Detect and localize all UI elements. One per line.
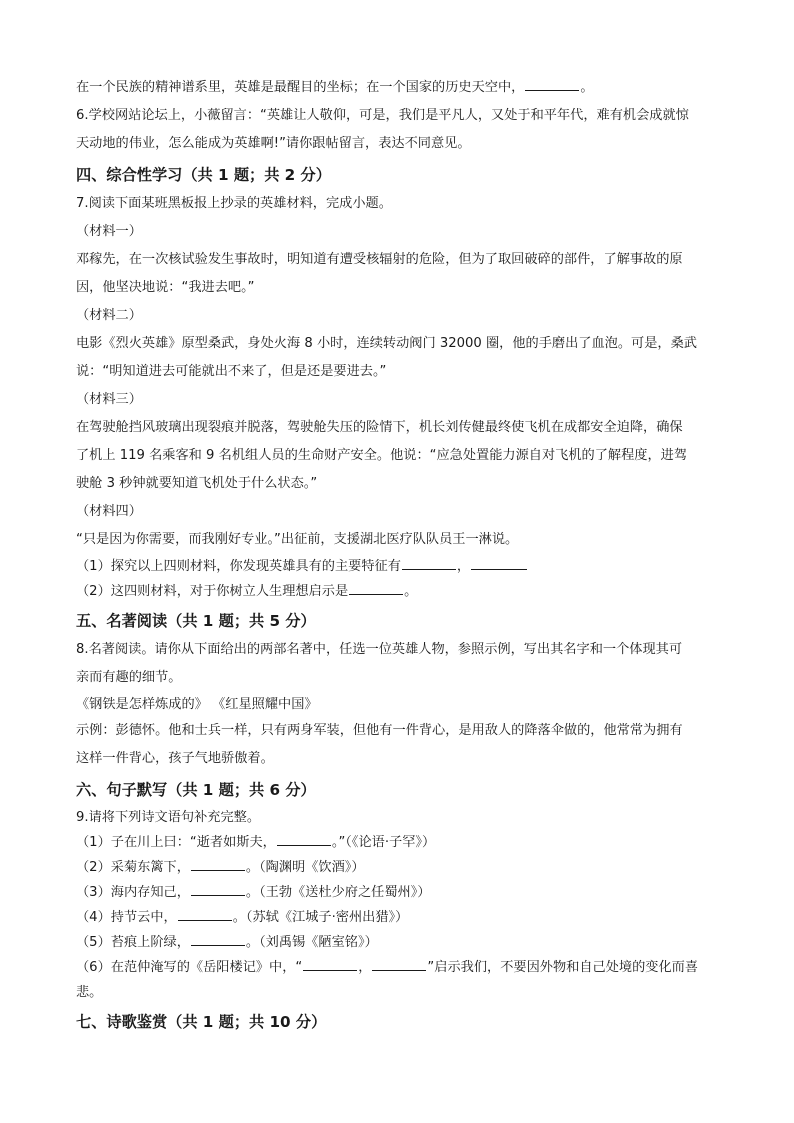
q9-item-source: 。”（《论语·子罕》）	[331, 835, 436, 850]
q9-intro: 9.请将下列诗文语句补充完整。	[76, 810, 261, 825]
material-4-label: （材料四）	[76, 504, 142, 519]
q9-item6-text: （6）在范仲淹写的《岳阳楼记》中，“	[76, 960, 303, 975]
q6-line2: 天动地的伟业，怎么能成为英雄啊!”请你跟帖留言，表达不同意见。	[76, 136, 471, 151]
q9-item-6-line2: 悲。	[76, 985, 103, 1000]
answer-blank	[372, 958, 426, 971]
section-4-title: 四、综合性学习（共 1 题；共 2 分）	[76, 166, 331, 184]
q8-example-line2: 这样一件背心，孩子气地骄傲着。	[76, 751, 274, 766]
q9-item-source: 。（陶渊明《饮酒》）	[245, 860, 365, 875]
section-6-title: 六、句子默写（共 1 题；共 6 分）	[76, 781, 316, 799]
q9-item-text: （2）采菊东篱下，	[76, 860, 190, 875]
answer-blank	[191, 933, 245, 946]
answer-blank	[349, 582, 403, 595]
material-1-label: （材料一）	[76, 224, 142, 239]
q6-line1: 6.学校网站论坛上，小薇留言：“英雄让人敬仰，可是，我们是平凡人，又处于和平年代，难有机会成就惊	[76, 108, 689, 123]
material-2-line2: 说：“明知道进去可能就出不来了，但是还是要进去。”	[76, 364, 387, 379]
q9-item-source: 。（刘禹锡《陋室铭》）	[245, 935, 378, 950]
material-1-line2: 因，他坚决地说：“我进去吧。”	[76, 280, 255, 295]
q9-item-text: （4）持节云中，	[76, 910, 177, 925]
q7-sub2-end: 。	[404, 584, 418, 599]
q9-item-text: （5）苔痕上阶绿，	[76, 935, 190, 950]
material-3-line1: 在驾驶舱挡风玻璃出现裂痕并脱落，驾驶舱失压的险情下，机长刘传健最终使飞机在成都安全迫降，确保	[76, 420, 683, 435]
section-7-title: 七、诗歌鉴赏（共 1 题；共 10 分）	[76, 1013, 327, 1031]
q9-item-text: （3）海内存知己，	[76, 885, 190, 900]
material-3-line2: 了机上 119 名乘客和 9 名机组人员的生命财产安全。他说：“应急处置能力源自对飞机的了解程度，进驾	[76, 448, 688, 463]
q9-item-text: （1）子在川上曰：“逝者如斯夫，	[76, 835, 276, 850]
q7-sub1	[76, 554, 722, 579]
q9-item-2	[76, 855, 722, 880]
q7-sub1-sep: ，	[456, 559, 471, 574]
q5-tail-end: 。	[580, 80, 594, 95]
q9-item6-tail: ”启示我们，不要因外物和自己处境的变化而喜	[427, 960, 699, 975]
q8-example-line1: 示例：彭德怀。他和士兵一样，只有两身军装，但他有一件背心，是用敌人的降落伞做的，他常常为拥有	[76, 723, 683, 738]
answer-blank	[525, 78, 579, 91]
answer-blank	[277, 833, 331, 846]
q5-tail-text: 在一个民族的精神谱系里，英雄是最醒目的坐标；在一个国家的历史天空中，	[76, 80, 525, 95]
material-3-line3: 驶舱 3 秒钟就要知道飞机处于什么状态。”	[76, 476, 318, 491]
answer-blank	[471, 557, 527, 570]
material-2-line1: 电影《烈火英雄》原型桑武，身处火海 8 小时，连续转动阀门 32000 圈，他的手磨出了血泡。可是，桑武	[76, 336, 697, 351]
answer-blank	[303, 958, 357, 971]
q9-item-source: 。（苏轼《江城子·密州出猎》）	[232, 910, 409, 925]
material-4-line1: “只是因为你需要，而我刚好专业。”出征前，支援湖北医疗队队员王一淋说。	[76, 532, 519, 547]
q9-item-5	[76, 930, 722, 955]
q9-item-6	[76, 955, 722, 980]
q8-line2: 亲而有趣的细节。	[76, 670, 182, 685]
q7-sub2	[76, 579, 722, 604]
material-3-label: （材料三）	[76, 392, 142, 407]
q7-intro: 7.阅读下面某班黑板报上抄录的英雄材料，完成小题。	[76, 196, 392, 211]
q7-sub2-text: （2）这四则材料，对于你树立人生理想启示是	[76, 584, 349, 599]
answer-blank	[191, 883, 245, 896]
q7-sub1-text: （1）探究以上四则材料，你发现英雄具有的主要特征有	[76, 559, 401, 574]
q9-item-4	[76, 905, 722, 930]
q8-line1: 8.名著阅读。请你从下面给出的两部名著中，任选一位英雄人物，参照示例，写出其名字和一个体现其可	[76, 642, 683, 657]
q9-item-1	[76, 830, 722, 855]
q9-item-3	[76, 880, 722, 905]
q9-item6-sep: ，	[358, 960, 372, 975]
material-2-label: （材料二）	[76, 308, 142, 323]
q9-item-source: 。（王勃《送杜少府之任蜀州》）	[245, 885, 431, 900]
q5-tail	[76, 74, 722, 102]
section-5-title: 五、名著阅读（共 1 题；共 5 分）	[76, 612, 316, 630]
answer-blank	[191, 858, 245, 871]
answer-blank	[402, 557, 456, 570]
q8-books: 《钢铁是怎样炼成的》 《红星照耀中国》	[76, 697, 318, 712]
material-1-line1: 邓稼先，在一次核试验发生事故时，明知道有遭受核辐射的危险，但为了取回破碎的部件，了解事故的原	[76, 252, 683, 267]
answer-blank	[178, 908, 232, 921]
page-content	[76, 74, 722, 1037]
